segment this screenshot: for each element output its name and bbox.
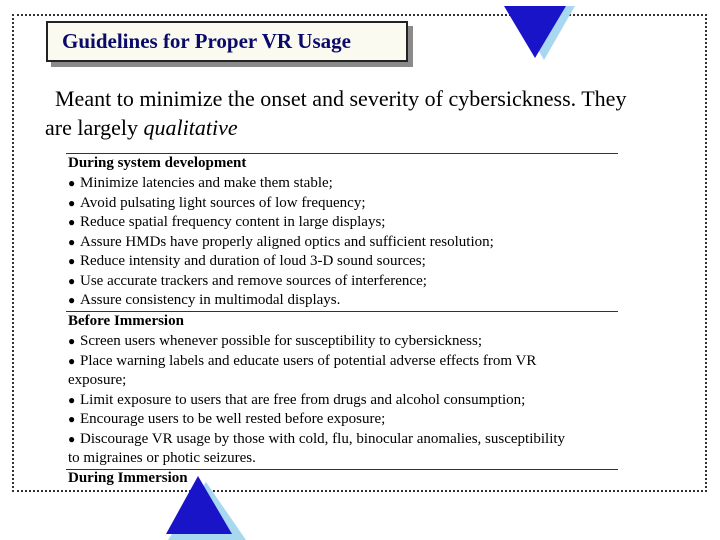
section-heading-before-immersion: Before Immersion bbox=[68, 313, 184, 329]
section-heading-during-immersion: During Immersion bbox=[68, 470, 188, 486]
list-item: ● Minimize latencies and make them stable; bbox=[68, 175, 333, 191]
subtitle-emphasis: qualitative bbox=[143, 115, 238, 140]
list-item: ● Assure consistency in multimodal displays. bbox=[68, 292, 341, 308]
list-item: ● Reduce spatial frequency content in large displays; bbox=[68, 214, 386, 230]
subtitle bbox=[45, 84, 695, 142]
list-item: ● Screen users whenever possible for susceptibility to cybersickness; bbox=[68, 333, 482, 349]
down-triangle-decoration bbox=[500, 0, 580, 64]
list-item-continuation: exposure; bbox=[68, 372, 127, 388]
subtitle-line-2: are largely qualitative bbox=[45, 115, 238, 140]
table-rule-top bbox=[66, 153, 618, 154]
list-item: ● Discourage VR usage by those with cold, flu, binocular anomalies, susceptibility bbox=[68, 430, 566, 447]
list-item-continuation: to migraines or photic seizures. bbox=[68, 450, 256, 466]
guidelines-table bbox=[66, 148, 618, 486]
list-item: ● Reduce intensity and duration of loud 3-D sound sources; bbox=[68, 253, 426, 269]
list-item: ● Assure HMDs have properly aligned optics and sufficient resolution; bbox=[68, 233, 494, 250]
list-item: ● Use accurate trackers and remove sources of interference; bbox=[68, 272, 427, 289]
table-rule-middle bbox=[66, 311, 618, 312]
title-box bbox=[46, 21, 408, 62]
list-item: ● Encourage users to be well rested before exposure; bbox=[68, 411, 386, 427]
subtitle-line-1: Meant to minimize the onset and severity of cybersickness. They bbox=[55, 86, 627, 111]
list-item: ● Place warning labels and educate users of potential adverse effects from VR bbox=[68, 352, 537, 369]
list-item: ● Avoid pulsating light sources of low frequency; bbox=[68, 194, 366, 211]
list-item: ● Limit exposure to users that are free from drugs and alcohol consumption; bbox=[68, 391, 526, 408]
section-heading-development: During system development bbox=[68, 155, 247, 171]
page-title: Guidelines for Proper VR Usage bbox=[62, 29, 351, 53]
up-triangle-decoration bbox=[162, 472, 254, 540]
